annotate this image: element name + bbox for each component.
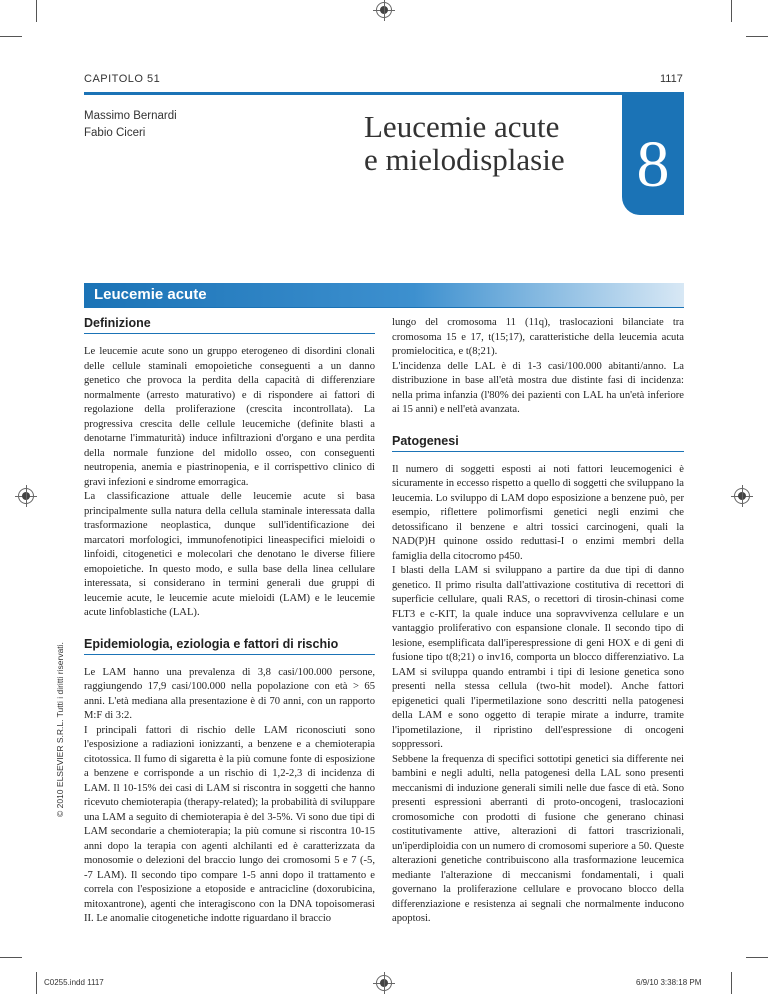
paragraph: Le LAM hanno una prevalenza di 3,8 casi/100.000 persone, raggiungendo 17,9 casi/100.000 nella popolazione con età > 65 anni. L'età mediana alla presentazione è di 70 anni, con un rapporto M:F di 3:2. xyxy=(84,666,375,721)
crop-mark xyxy=(36,972,37,994)
footer-timestamp: 6/9/10 3:38:18 PM xyxy=(636,978,702,987)
heading-rule xyxy=(84,333,375,334)
crop-mark xyxy=(746,36,768,37)
section-banner: Leucemie acute xyxy=(84,283,684,307)
right-column xyxy=(392,316,684,927)
crop-mark xyxy=(746,957,768,958)
heading-rule xyxy=(84,654,375,655)
section-number-tab: 8 xyxy=(622,95,684,215)
heading-patogenesi: Patogenesi xyxy=(392,433,459,448)
registration-mark-icon xyxy=(18,488,34,504)
crop-mark xyxy=(731,972,732,994)
author-1: Massimo Bernardi xyxy=(84,110,177,122)
header-rule xyxy=(84,92,684,95)
crop-mark xyxy=(36,0,37,22)
paragraph: La classificazione attuale delle leucemie acute si basa principalmente sulla natura della cellula staminale interessata dalla trasformazione neoplastica, dunque sull'identificazione dei marcatori morfologici, immunofenotipici lineaspecifici mieloidi o linfoidi, citogenetici e molecolari che denotano le diverse filiere emopoietiche. In questo modo, e sulla base della linea cellulare interessata, si considerano in termini generali due gruppi di leucemie acute, le leucemie acute mieloidi (LAM) e le leucemie acute linfoblastiche (LAL). xyxy=(84,491,375,618)
heading-definizione: Definizione xyxy=(84,316,151,330)
paragraph: I principali fattori di rischio delle LAM riconosciuti sono l'esposizione a radiazioni ionizzanti, a benzene e a chemioterapia citotossica. Il fumo di sigaretta è la più comune fonte di esposizione a benzene e corrisponde a un rischio di 1,2-2,3 di incidenza di LAM. Il 10-15% dei casi di LAM si riscontra in soggetti che hanno ricevuto chemioterapia (therapy-related); la probabilità di sviluppare una LAM a seguito di chemioterapia è del 3-5%. Vi sono due tipi di LAM secondarie a chemioterapia; la più comune si riscontra 10-15 anni dopo la terapia con agenti alchilanti ed è caratterizzata da monosomie o delezioni del braccio lungo dei cromosomi 5 e 7 (-5, -7 LAM). Il secondo tipo compare 1-5 anni dopo il trattamento e correla con l'esposizione a etoposide e antracicline (doxorubicina, mitoxantrone), agenti che interagiscono con la DNA topoisomerasi II. Le anomalie citogenetiche indotte riguardano il braccio xyxy=(84,724,375,924)
paragraph: L'incidenza delle LAL è di 1-3 casi/100.000 abitanti/anno. La distribuzione in base all'età mostra due distinte fasi di incidenza: nella prima infanzia (l'80% dei pazienti con LAL ha un'età inferiore ai 15 anni) e nell'età avanzata. xyxy=(392,360,684,415)
footer-file: C0255.indd 1117 xyxy=(44,978,104,987)
author-2: Fabio Ciceri xyxy=(84,127,146,139)
crop-mark xyxy=(0,36,22,37)
registration-mark-icon xyxy=(376,975,392,991)
paragraph: Il numero di soggetti esposti ai noti fattori leucemogenici è sicuramente in eccesso rispetto a quello di soggetti che sviluppano la leucemia. Lo sviluppo di LAM dopo esposizione a benzene può, per esempio, riflettere polimorfismi genetici negli enzimi che detossificano il benzene e altri tossici carcinogeni, quali la NAD(P)H quinone ossido reduttasi-I o enzimi membri della famiglia della citocromo p450. xyxy=(392,463,684,562)
page-number: 1117 xyxy=(660,73,683,85)
registration-mark-icon xyxy=(734,488,750,504)
heading-epidemiologia: Epidemiologia, eziologia e fattori di rischio xyxy=(84,636,339,651)
paragraph: I blasti della LAM si sviluppano a partire da due tipi di danno genetico. Il primo risulta dall'attivazione costitutiva di recettori di superficie cellulare, quali RAS, o recettori di tirosin-chinasi come FLT3 e c-KIT, la quale induce una sopravvivenza cellulare e un vantaggio proliferativo con espansione clonale. Il secondo tipo di lesione, esemplificata dall'iperespressione di geni HOX e di geni di fusione tipo t(8;21) o inv16, comporta un blocco differenziativo. La LAM si sviluppa quando entrambi i tipi di lesione genetica sono presenti nella stessa cellula (two-hit model). Anche fattori epigenetici quali l'ipermetilazione sono descritti nella patogenesi della LAM e sono oggetto di terapie mirate a indurre, tramite l'ipometilazione, il ripristino dell'espressione di oncogeni soppressori. xyxy=(392,565,684,750)
crop-mark xyxy=(731,0,732,22)
banner-underline xyxy=(84,307,684,308)
copyright-notice: © 2010 ELSEVIER S.R.L. Tutti i diritti riservati. xyxy=(55,642,65,817)
heading-rule xyxy=(392,451,684,452)
left-column xyxy=(84,316,375,927)
paragraph: Sebbene la frequenza di specifici sottotipi genetici sia differente nei bambini e negli adulti, nella patogenesi della LAL sono presenti meccanismi di induzione generali simili nelle due fasce di età. Sono presenti espressioni aberranti di proto-oncogeni, traslocazioni cromosomiche con prodotti di fusione che generano chinasi costitutivamente attive, alterazioni di fattori trascrizionali, un'iperdiploidia con un numero di cromosomi superiore a 50. Queste alterazioni genetiche contribuiscono alla trasformazione leucemica mediante l'alterazione di meccanismi fondamentali, i quali governano la proliferazione cellulare e provocano blocco della differenziazione e resistenza ai segnali che normalmente inducono apoptosi. xyxy=(392,753,684,924)
paragraph: Le leucemie acute sono un gruppo eterogeneo di disordini clonali delle cellule staminali emopoietiche conseguenti a un danno genetico che provoca la perdita della capacità di differenziare normalmente (arresto maturativo) e di rispondere ai fattori di regolazione della proliferazione (crescita incontrollata). La progressiva crescita delle cellule leucemiche (definite blasti a denotarne l'immaturità) induce infiltrazioni d'organo e una perdita della normale funzione del midollo osseo, con conseguenti neutropenia, anemia e piastrinopenia, e il corrispettivo clinico di gravi infezioni e sindrome emorragica. xyxy=(84,346,375,488)
crop-mark xyxy=(0,957,22,958)
paragraph: lungo del cromosoma 11 (11q), traslocazioni bilanciate tra cromosoma 15 e 17, t(15;17), caratteristiche della leucemia acuta promielocitica, e t(8;21). xyxy=(392,317,684,357)
registration-mark-icon xyxy=(376,2,392,18)
chapter-title-line-2: e mielodisplasie xyxy=(364,142,565,177)
chapter-label: CAPITOLO 51 xyxy=(84,73,161,85)
chapter-title xyxy=(364,110,565,176)
chapter-title-line-1: Leucemie acute xyxy=(364,109,560,144)
